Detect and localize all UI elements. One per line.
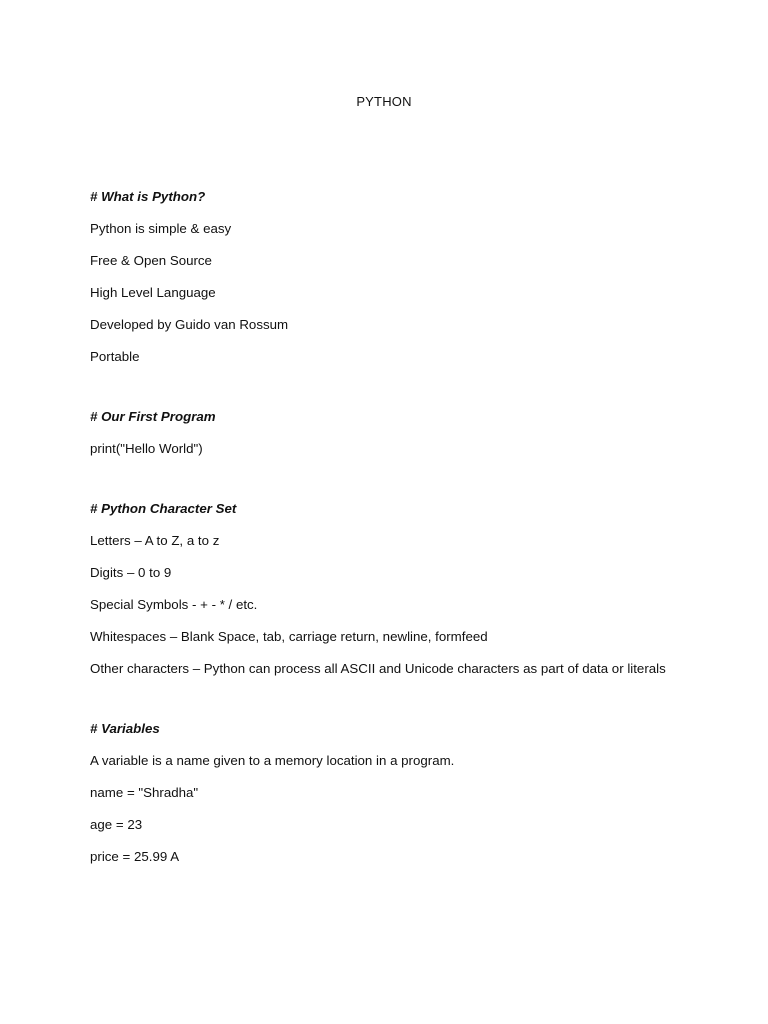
code-line: age = 23: [90, 817, 143, 832]
section-heading: # What is Python?: [90, 189, 206, 204]
section-heading: # Python Character Set: [90, 501, 237, 516]
text-line: Special Symbols - + - * / etc.: [90, 597, 258, 612]
section-heading: # Variables: [90, 721, 160, 736]
text-line: Portable: [90, 349, 140, 364]
code-line: price = 25.99 A: [90, 849, 180, 864]
text-line: Other characters – Python can process all ASCII and Unicode characters as part of data or literals: [90, 661, 666, 676]
document-body: [90, 188, 730, 880]
section-spacer: [90, 692, 730, 720]
text-line: Letters – A to Z, a to z: [90, 533, 220, 548]
text-line: A variable is a name given to a memory location in a program.: [90, 753, 455, 768]
text-line: Digits – 0 to 9: [90, 565, 172, 580]
text-line: High Level Language: [90, 285, 216, 300]
section-heading: # Our First Program: [90, 409, 216, 424]
section-first-program: [90, 408, 730, 458]
code-line: print("Hello World"): [90, 441, 203, 456]
text-line: Free & Open Source: [90, 253, 212, 268]
section-character-set: [90, 500, 730, 678]
section-variables: [90, 720, 730, 866]
code-line: name = "Shradha": [90, 785, 199, 800]
text-line: Python is simple & easy: [90, 221, 232, 236]
page-title: PYTHON: [356, 94, 412, 109]
section-what-is-python: [90, 188, 730, 366]
text-line: Whitespaces – Blank Space, tab, carriage return, newline, formfeed: [90, 629, 488, 644]
text-line: Developed by Guido van Rossum: [90, 317, 289, 332]
section-spacer: [90, 472, 730, 500]
section-spacer: [90, 380, 730, 408]
